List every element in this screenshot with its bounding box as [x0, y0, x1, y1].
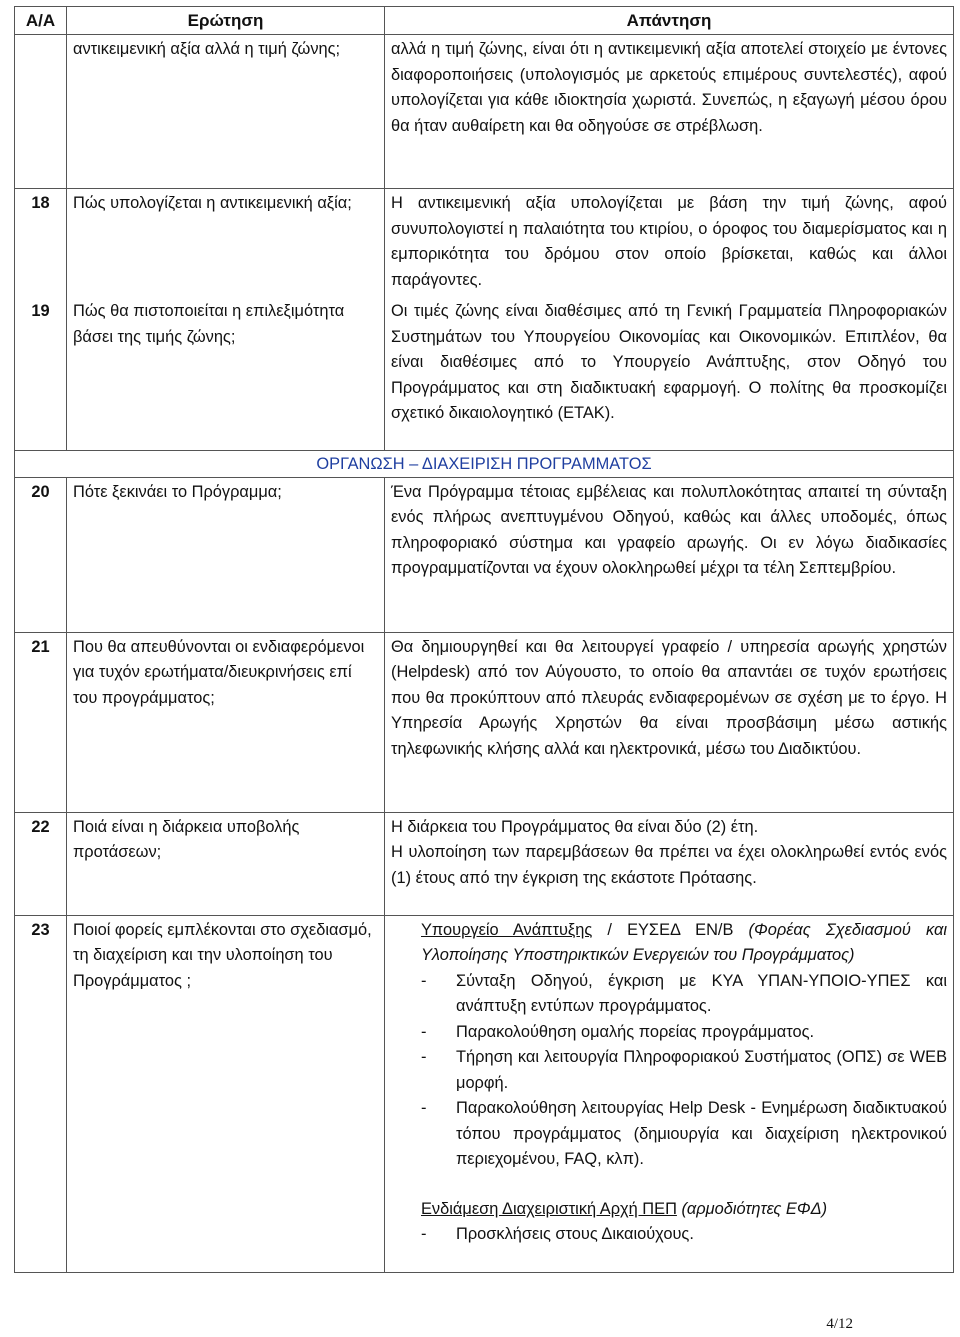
row-question: Ποιοί φορείς εμπλέκονται στο σχεδιασμό, τη διαχείριση και την υλοποίηση του Προγράμματος ; — [67, 915, 385, 1272]
table-row — [15, 297, 954, 450]
table-row — [15, 189, 954, 298]
row-answer: Ένα Πρόγραμμα τέτοιας εμβέλειας και πολυπλοκότητας απαιτεί τη σύνταξη ενός πλήρως ανεπτυγμένου Οδηγού, καθώς και άλλες υποδομές, όπως πληροφοριακό σύστημα και γραφείο αρωγής. Οι εν λόγω διαδικασίες προγραμματίζονται να έχουν ολοκληρωθεί μέχρι τα τέλη Σεπτεμβρίου. — [385, 477, 954, 632]
page-number: 4/12 — [826, 1316, 853, 1332]
row-num: 22 — [15, 812, 67, 915]
bullet-item: Ενδιάμεση Διαχειριστική Αρχή ΠΕΠ (αρμοδιότητες ΕΦΔ) — [391, 1197, 947, 1223]
row-question: Πώς θα πιστοποιείται η επιλεξιμότητα βάσει της τιμής ζώνης; — [67, 297, 385, 450]
header-num: Α/Α — [15, 7, 67, 35]
row-num: 18 — [15, 189, 67, 298]
row-answer: αλλά η τιμή ζώνης, είναι ότι η αντικειμενική αξία αποτελεί στοιχείο με έντονες διαφοροποιήσεις (υπολογισμός με αρκετούς επιμέρους συντελεστές), αφού υπολογίζεται για κάθε ιδιοκτησία χωριστά. Συνεπώς, η εξαγωγή μέσου όρου θα ήταν αυθαίρετη και θα οδηγούσε σε στρέβλωση. — [385, 35, 954, 189]
row-num — [15, 35, 67, 189]
row-answer: Οι τιμές ζώνης είναι διαθέσιμες από τη Γενική Γραμματεία Πληροφοριακών Συστημάτων του Υπουργείου Οικονομίας και Οικονομικών. Επιπλέον, θα είναι διαθέσιμες από το Υπουργείο Ανάπτυξης, στον Οδηγό του Προγράμματος και στη διαδικτυακή εφαρμογή. Ο πολίτης θα προσκομίζει σχετικό δικαιολογητικό (ΕΤΑΚ). — [385, 297, 954, 450]
table-row — [15, 632, 954, 812]
table-header-row — [15, 7, 954, 35]
row-answer: Η διάρκεια του Προγράμματος θα είναι δύο (2) έτη. Η υλοποίηση των παρεμβάσεων θα πρέπει να έχει ολοκληρωθεί εντός ενός (1) έτους από την έγκριση της εκάστοτε Πρότασης. — [385, 812, 954, 915]
row-answer: Η αντικειμενική αξία υπολογίζεται με βάση την τιμή ζώνης, αφού συνυπολογιστεί η παλαιότητα του κτιρίου, ο όροφος του διαμερίσματος και η εμπορικότητα του δρόμου στον οποίο βρίσκεται, καθώς και άλλοι παράγοντες. — [385, 189, 954, 298]
row-question: Που θα απευθύνονται οι ενδιαφερόμενοι για τυχόν ερωτήματα/διευκρινήσεις επί του προγράμματος; — [67, 632, 385, 812]
section-title: ΟΡΓΑΝΩΣΗ – ΔΙΑΧΕΙΡΙΣΗ ΠΡΟΓΡΑΜΜΑΤΟΣ — [15, 450, 954, 477]
row-num: 19 — [15, 297, 67, 450]
row-question: Πότε ξεκινάει το Πρόγραμμα; — [67, 477, 385, 632]
table-row — [15, 915, 954, 1272]
row-question: αντικειμενική αξία αλλά η τιμή ζώνης; — [67, 35, 385, 189]
dash-item: - Παρακολούθηση λειτουργίας Help Desk - Ενημέρωση διαδικτυακού τόπου προγράμματος (δημιουργία και διαχείριση ηλεκτρονικού περιεχομένου, FAQ, κλπ). — [421, 1099, 947, 1168]
header-question: Ερώτηση — [67, 7, 385, 35]
dash-item: - Παρακολούθηση ομαλής πορείας προγράμματος. — [421, 1022, 815, 1041]
row-question: Πώς υπολογίζεται η αντικειμενική αξία; — [67, 189, 385, 298]
dash-item: - Προσκλήσεις στους Δικαιούχους. — [421, 1225, 694, 1243]
bullet-item: Υπουργείο Ανάπτυξης / ΕΥΣΕΔ ΕΝ/Β (Φορέας Σχεδιασμού και Υλοποίησης Υποστηρικτικών Ενεργειών του Προγράμματος) — [391, 918, 947, 969]
row-question: Ποιά είναι η διάρκεια υποβολής προτάσεων; — [67, 812, 385, 915]
section-title-row — [15, 450, 954, 477]
table-row — [15, 477, 954, 632]
row-answer — [385, 915, 954, 1272]
arrow-bullet-icon — [391, 918, 421, 969]
row-num: 21 — [15, 632, 67, 812]
row-num: 23 — [15, 915, 67, 1272]
table-row — [15, 35, 954, 189]
faq-table — [14, 6, 954, 1273]
dash-item: - Τήρηση και λειτουργία Πληροφοριακού Συστήματος (ΟΠΣ) σε WEB μορφή. — [421, 1048, 947, 1092]
row-answer: Θα δημιουργηθεί και θα λειτουργεί γραφείο / υπηρεσία αρωγής χρηστών (Helpdesk) από τον Αύγουστο, το οποίο θα απαντάει σε τυχόν ερωτήσεις που θα προκύπτουν από πλευράς ενδιαφερομένων σε σχέση με το έργο. Η Υπηρεσία Αρωγής Χρηστών θα είναι προσβάσιμη μέσω αστικής τηλεφωνικής κλήσης αλλά και ηλεκτρονικά, μέσω του Διαδικτύου. — [385, 632, 954, 812]
header-answer: Απάντηση — [385, 7, 954, 35]
arrow-bullet-icon — [391, 1197, 421, 1223]
dash-item: - Σύνταξη Οδηγού, έγκριση με ΚΥΑ ΥΠΑΝ-ΥΠΟΙΟ-ΥΠΕΣ και ανάπτυξη εντύπων προγράμματος. — [421, 971, 947, 1015]
table-row — [15, 812, 954, 915]
row-num: 20 — [15, 477, 67, 632]
